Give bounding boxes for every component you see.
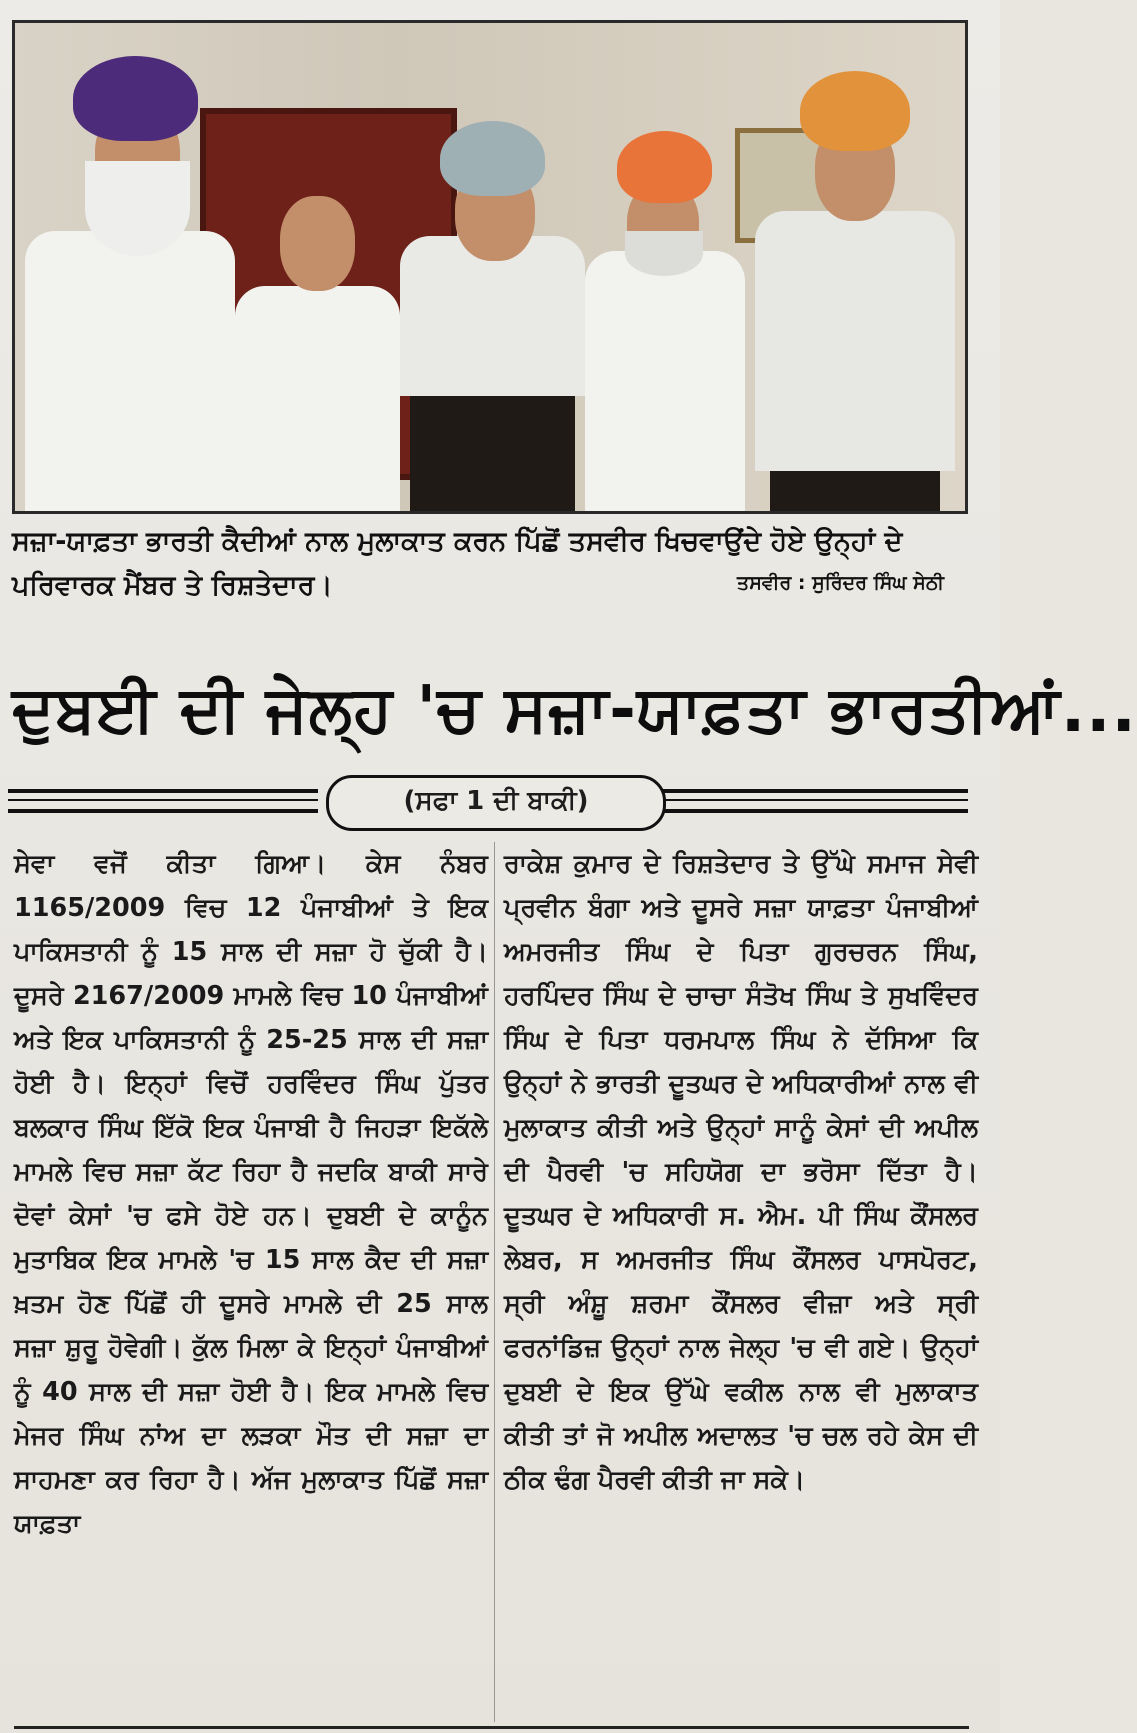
article-column-left: ਸੇਵਾ ਵਜੋਂ ਕੀਤਾ ਗਿਆ। ਕੇਸ ਨੰਬਰ 1165/2009 ਵਿਚ 12 ਪੰਜਾਬੀਆਂ ਤੇ ਇਕ ਪਾਕਿਸਤਾਨੀ ਨੂੰ 15 ਸਾਲ ਦੀ ਸਜ਼ਾ ਹੋ ਚੁੱਕੀ ਹੈ। ਦੂਸਰੇ 2167/2009 ਮਾਮਲੇ ਵਿਚ 10 ਪੰਜਾਬੀਆਂ ਅਤੇ ਇਕ ਪਾਕਿਸਤਾਨੀ ਨੂੰ 25-25 ਸਾਲ ਦੀ ਸਜ਼ਾ ਹੋਈ ਹੈ। ਇਨ੍ਹਾਂ ਵਿਚੋਂ ਹਰਵਿੰਦਰ ਸਿੰਘ ਪੁੱਤਰ ਬਲਕਾਰ ਸਿੰਘ ਇੱਕੋ ਇਕ ਪੰਜਾਬੀ ਹੈ ਜਿਹੜਾ ਇਕੱਲੇ ਮਾਮਲੇ ਵਿਚ ਸਜ਼ਾ ਕੱਟ ਰਿਹਾ ਹੈ ਜਦਕਿ ਬਾਕੀ ਸਾਰੇ ਦੋਵਾਂ ਕੇਸਾਂ 'ਚ ਫਸੇ ਹੋਏ ਹਨ। ਦੁਬਈ ਦੇ ਕਾਨੂੰਨ ਮੁਤਾਬਿਕ ਇਕ ਮਾਮਲੇ 'ਚ 15 ਸਾਲ ਕੈਦ ਦੀ ਸਜ਼ਾ ਖ਼ਤਮ ਹੋਣ ਪਿੱਛੋਂ ਹੀ ਦੂਸਰੇ ਮਾਮਲੇ ਦੀ 25 ਸਾਲ ਸਜ਼ਾ ਸ਼ੁਰੂ ਹੋਵੇਗੀ। ਕੁੱਲ ਮਿਲਾ ਕੇ ਇਨ੍ਹਾਂ ਪੰਜਾਬੀਆਂ ਨੂੰ 40 ਸਾਲ ਦੀ ਸਜ਼ਾ ਹੋਈ ਹੈ। ਇਕ ਮਾਮਲੇ ਵਿਚ ਮੇਜਰ ਸਿੰਘ ਨਾਂਅ ਦਾ ਲੜਕਾ ਮੌਤ ਦੀ ਸਜ਼ਾ ਦਾ ਸਾਹਮਣਾ ਕਰ ਰਿਹਾ ਹੈ। ਅੱਜ ਮੁਲਾਕਾਤ ਪਿੱਛੋਂ ਸਜ਼ਾ ਯਾਫ਼ਤਾ [14, 849, 488, 1539]
person-2 [235, 191, 400, 511]
rule-right [663, 789, 968, 813]
article-column-right: ਰਾਕੇਸ਼ ਕੁਮਾਰ ਦੇ ਰਿਸ਼ਤੇਦਾਰ ਤੇ ਉੱਘੇ ਸਮਾਜ ਸੇਵੀ ਪ੍ਰਵੀਨ ਬੰਗਾ ਅਤੇ ਦੂਸਰੇ ਸਜ਼ਾ ਯਾਫ਼ਤਾ ਪੰਜਾਬੀਆਂ ਅਮਰਜੀਤ ਸਿੰਘ ਦੇ ਪਿਤਾ ਗੁਰਚਰਨ ਸਿੰਘ, ਹਰਪਿੰਦਰ ਸਿੰਘ ਦੇ ਚਾਚਾ ਸੰਤੋਖ ਸਿੰਘ ਤੇ ਸੁਖਵਿੰਦਰ ਸਿੰਘ ਦੇ ਪਿਤਾ ਧਰਮਪਾਲ ਸਿੰਘ ਨੇ ਦੱਸਿਆ ਕਿ ਉਨ੍ਹਾਂ ਨੇ ਭਾਰਤੀ ਦੂਤਘਰ ਦੇ ਅਧਿਕਾਰੀਆਂ ਨਾਲ ਵੀ ਮੁਲਾਕਾਤ ਕੀਤੀ ਅਤੇ ਉਨ੍ਹਾਂ ਸਾਨੂੰ ਕੇਸਾਂ ਦੀ ਅਪੀਲ ਦੀ ਪੈਰਵੀ 'ਚ ਸਹਿਯੋਗ ਦਾ ਭਰੋਸਾ ਦਿੱਤਾ ਹੈ। ਦੂਤਘਰ ਦੇ ਅਧਿਕਾਰੀ ਸ. ਐਮ. ਪੀ ਸਿੰਘ ਕੌਂਸਲਰ ਲੇਬਰ, ਸ ਅਮਰਜੀਤ ਸਿੰਘ ਕੌਂਸਲਰ ਪਾਸਪੋਰਟ, ਸ੍ਰੀ ਅੰਸ਼ੂ ਸ਼ਰਮਾ ਕੌਂਸਲਰ ਵੀਜ਼ਾ ਅਤੇ ਸ੍ਰੀ ਫਰਨਾਂਡਿਜ਼ ਉਨ੍ਹਾਂ ਨਾਲ ਜੇਲ੍ਹ 'ਚ ਵੀ ਗਏ। ਉਨ੍ਹਾਂ ਦੁਬਈ ਦੇ ਇਕ ਉੱਘੇ ਵਕੀਲ ਨਾਲ ਵੀ ਮੁਲਾਕਾਤ ਕੀਤੀ ਤਾਂ ਜੋ ਅਪੀਲ ਅਦਾਲਤ 'ਚ ਚਲ ਰਹੇ ਕੇਸ ਦੀ ਠੀਕ ਢੰਗ ਪੈਰਵੀ ਕੀਤੀ ਜਾ ਸਕੇ। [504, 849, 978, 1495]
person-1 [25, 41, 235, 511]
person-4 [585, 131, 745, 511]
continued-label: (ਸਫਾ 1 ਦੀ ਬਾਕੀ) [326, 775, 666, 831]
news-photo [12, 20, 968, 514]
continued-banner [8, 775, 968, 831]
column-divider [494, 842, 495, 1722]
rule-left [8, 789, 318, 813]
photo-credit: ਤਸਵੀਰ : ਸੁਰਿੰਦਰ ਸਿੰਘ ਸੇਠੀ [737, 572, 944, 594]
person-5 [755, 71, 955, 511]
person-3 [400, 121, 585, 511]
photo-caption [12, 520, 962, 620]
bottom-rule [14, 1726, 969, 1729]
caption-text: ਸਜ਼ਾ-ਯਾਫ਼ਤਾ ਭਾਰਤੀ ਕੈਦੀਆਂ ਨਾਲ ਮੁਲਾਕਾਤ ਕਰਨ ਪਿੱਛੋਂ ਤਸਵੀਰ ਖਿਚਵਾਉਂਦੇ ਹੋਏ ਉਨ੍ਹਾਂ ਦੇ ਪਰਿਵਾਰਕ ਮੈਂਬਰ ਤੇ ਰਿਸ਼ਤੇਦਾਰ। [12, 526, 903, 601]
headline: ਦੁਬਈ ਦੀ ਜੇਲ੍ਹ 'ਚ ਸਜ਼ਾ-ਯਾਫ਼ਤਾ ਭਾਰਤੀਆਂ... [12, 673, 1137, 747]
